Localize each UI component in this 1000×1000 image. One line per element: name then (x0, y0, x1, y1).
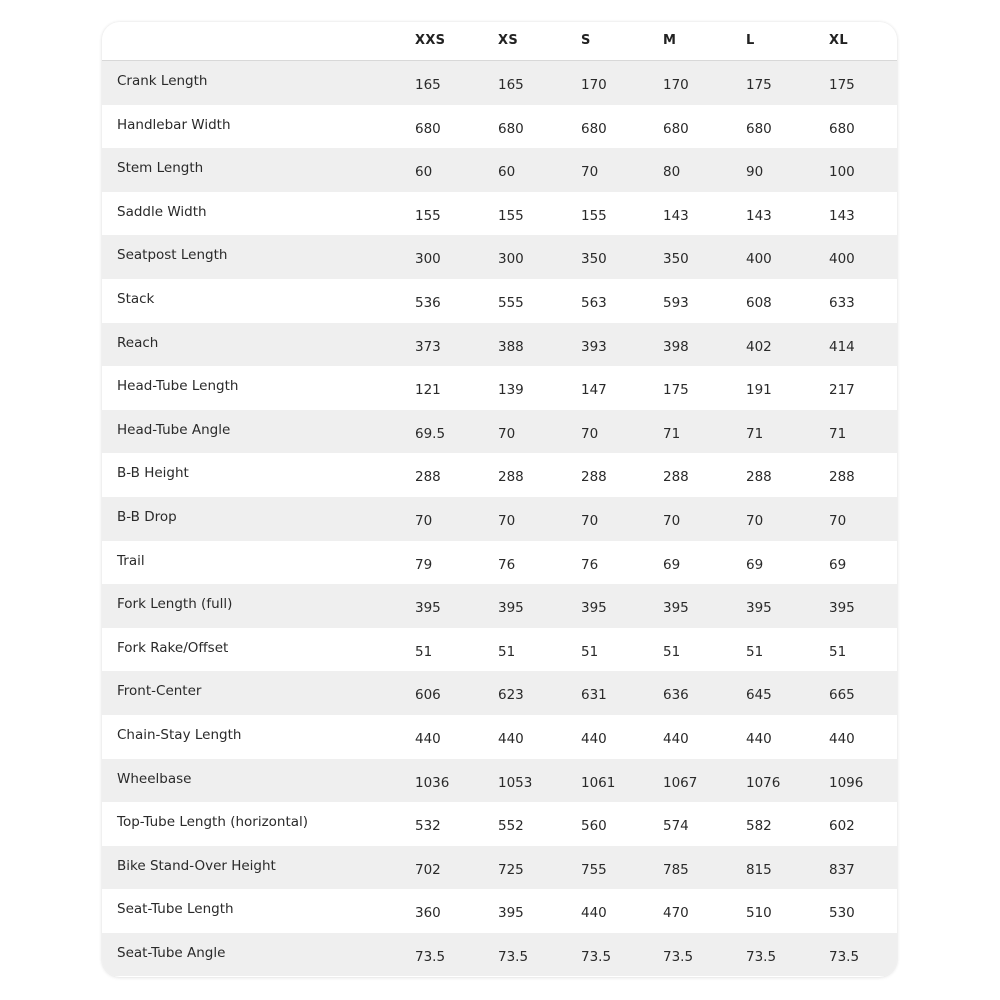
table-cell: 51 (829, 643, 847, 660)
table-cell: 602 (829, 818, 855, 835)
table-cell: 70 (746, 512, 764, 529)
table-cell: 121 (415, 382, 441, 399)
table-cell: 665 (829, 687, 855, 704)
table-cell: 608 (746, 294, 772, 311)
table-cell: 70 (829, 512, 847, 529)
table-row (102, 105, 897, 149)
table-cell: 395 (829, 600, 855, 617)
table-cell: 143 (829, 207, 855, 224)
table-cell: 680 (829, 120, 855, 137)
table-row (102, 453, 897, 497)
table-cell: 680 (581, 120, 607, 137)
table-cell: 395 (498, 905, 524, 922)
table-cell: 155 (581, 207, 607, 224)
table-cell: 51 (415, 643, 433, 660)
table-cell: 440 (498, 730, 524, 747)
table-cell: 755 (581, 861, 607, 878)
table-cell: 69 (663, 556, 681, 573)
geometry-table (102, 22, 897, 977)
table-body (102, 61, 897, 976)
table-cell: 70 (581, 164, 599, 181)
table-row (102, 410, 897, 454)
table-cell: 155 (498, 207, 524, 224)
table-row (102, 323, 897, 367)
table-row (102, 584, 897, 628)
table-cell: 373 (415, 338, 441, 355)
table-row (102, 148, 897, 192)
table-cell: 76 (498, 556, 516, 573)
table-cell: 51 (581, 643, 599, 660)
table-row (102, 846, 897, 890)
row-label: Crank Length (117, 73, 208, 89)
table-row (102, 759, 897, 803)
row-label: Bike Stand-Over Height (117, 857, 276, 874)
table-cell: 631 (581, 687, 607, 704)
table-cell: 725 (498, 861, 524, 878)
table-cell: 191 (746, 382, 772, 399)
table-row (102, 235, 897, 279)
table-cell: 73.5 (663, 948, 694, 965)
table-cell: 69 (746, 556, 764, 573)
row-label: Front-Center (117, 683, 202, 700)
table-row (102, 366, 897, 410)
table-cell: 395 (415, 600, 441, 617)
table-cell: 69 (829, 556, 847, 573)
row-label: Chain-Stay Length (117, 726, 242, 743)
column-header-m: M (663, 33, 677, 48)
row-label: Handlebar Width (117, 116, 231, 133)
table-cell: 400 (746, 251, 772, 268)
table-cell: 440 (663, 730, 689, 747)
table-cell: 71 (746, 425, 764, 442)
table-cell: 388 (498, 338, 524, 355)
table-cell: 702 (415, 861, 441, 878)
table-cell: 440 (581, 905, 607, 922)
table-row (102, 497, 897, 541)
table-cell: 785 (663, 861, 689, 878)
table-cell: 606 (415, 687, 441, 704)
table-cell: 1076 (746, 774, 781, 791)
table-cell: 680 (746, 120, 772, 137)
table-cell: 175 (746, 77, 772, 93)
table-cell: 510 (746, 905, 772, 922)
table-cell: 175 (829, 77, 855, 93)
table-cell: 73.5 (415, 948, 446, 965)
table-cell: 593 (663, 294, 689, 311)
table-cell: 552 (498, 818, 524, 835)
table-cell: 582 (746, 818, 772, 835)
row-label: Saddle Width (117, 203, 207, 220)
table-cell: 51 (746, 643, 764, 660)
table-cell: 414 (829, 338, 855, 355)
table-cell: 560 (581, 818, 607, 835)
row-label: Head-Tube Angle (117, 421, 231, 438)
table-cell: 398 (663, 338, 689, 355)
table-cell: 170 (581, 77, 607, 93)
table-cell: 90 (746, 164, 764, 181)
table-cell: 1061 (581, 774, 616, 791)
table-cell: 680 (415, 120, 441, 137)
column-header-xxs: XXS (415, 33, 446, 48)
row-label: Reach (117, 334, 159, 351)
table-row (102, 671, 897, 715)
table-cell: 73.5 (581, 948, 612, 965)
table-cell: 300 (498, 251, 524, 268)
table-row (102, 61, 897, 105)
row-label: Seat-Tube Angle (117, 944, 226, 961)
table-row (102, 628, 897, 672)
table-cell: 80 (663, 164, 681, 181)
column-header-xl: XL (829, 33, 848, 48)
table-cell: 555 (498, 294, 524, 311)
table-cell: 440 (415, 730, 441, 747)
table-cell: 73.5 (746, 948, 777, 965)
table-row (102, 279, 897, 323)
table-cell: 147 (581, 382, 607, 399)
table-cell: 350 (663, 251, 689, 268)
table-header-row (102, 22, 897, 61)
table-cell: 300 (415, 251, 441, 268)
table-cell: 680 (498, 120, 524, 137)
table-cell: 143 (663, 207, 689, 224)
table-cell: 288 (415, 469, 441, 486)
table-cell: 70 (581, 425, 599, 442)
table-cell: 837 (829, 861, 855, 878)
table-cell: 73.5 (829, 948, 860, 965)
table-cell: 288 (498, 469, 524, 486)
table-cell: 402 (746, 338, 772, 355)
table-cell: 70 (581, 512, 599, 529)
table-cell: 51 (498, 643, 516, 660)
table-cell: 288 (746, 469, 772, 486)
table-cell: 71 (663, 425, 681, 442)
column-header-xs: XS (498, 33, 518, 48)
table-cell: 288 (829, 469, 855, 486)
table-cell: 1036 (415, 774, 450, 791)
table-row (102, 889, 897, 933)
table-cell: 60 (415, 164, 433, 181)
table-cell: 69.5 (415, 425, 446, 442)
table-cell: 536 (415, 294, 441, 311)
table-cell: 360 (415, 905, 441, 922)
column-header-s: S (581, 33, 591, 48)
table-cell: 70 (663, 512, 681, 529)
table-cell: 395 (581, 600, 607, 617)
table-cell: 139 (498, 382, 524, 399)
row-label: Wheelbase (117, 770, 192, 787)
table-cell: 175 (663, 382, 689, 399)
table-row (102, 541, 897, 585)
table-cell: 563 (581, 294, 607, 311)
row-label: Stem Length (117, 160, 204, 177)
table-cell: 1053 (498, 774, 533, 791)
table-cell: 217 (829, 382, 855, 399)
row-label: Seat-Tube Length (117, 901, 234, 918)
table-cell: 51 (663, 643, 681, 660)
row-label: Top-Tube Length (horizontal) (117, 814, 309, 831)
table-cell: 636 (663, 687, 689, 704)
row-label: Seatpost Length (117, 247, 228, 264)
table-cell: 440 (746, 730, 772, 747)
table-cell: 70 (498, 512, 516, 529)
table-cell: 395 (746, 600, 772, 617)
table-cell: 680 (663, 120, 689, 137)
table-cell: 1067 (663, 774, 698, 791)
table-cell: 170 (663, 77, 689, 93)
row-label: Fork Rake/Offset (117, 639, 229, 656)
table-cell: 100 (829, 164, 855, 181)
table-cell: 815 (746, 861, 772, 878)
table-cell: 1096 (829, 774, 864, 791)
table-cell: 645 (746, 687, 772, 704)
row-label: Head-Tube Length (117, 378, 239, 395)
table-cell: 165 (498, 77, 524, 93)
table-row (102, 802, 897, 846)
table-cell: 532 (415, 818, 441, 835)
table-cell: 60 (498, 164, 516, 181)
table-cell: 79 (415, 556, 433, 573)
row-label: Fork Length (full) (117, 596, 233, 613)
table-cell: 70 (498, 425, 516, 442)
table-row (102, 933, 897, 977)
table-cell: 71 (829, 425, 847, 442)
table-cell: 76 (581, 556, 599, 573)
table-cell: 393 (581, 338, 607, 355)
table-cell: 288 (581, 469, 607, 486)
table-cell: 400 (829, 251, 855, 268)
table-cell: 530 (829, 905, 855, 922)
table-cell: 633 (829, 294, 855, 311)
table-cell: 143 (746, 207, 772, 224)
table-cell: 165 (415, 77, 441, 93)
row-label: B-B Drop (117, 508, 177, 525)
table-cell: 395 (663, 600, 689, 617)
table-cell: 73.5 (498, 948, 529, 965)
table-cell: 70 (415, 512, 433, 529)
table-cell: 288 (663, 469, 689, 486)
table-row (102, 192, 897, 236)
row-label: Trail (117, 552, 145, 569)
table-cell: 574 (663, 818, 689, 835)
column-header-l: L (746, 33, 755, 48)
table-row (102, 715, 897, 759)
table-cell: 155 (415, 207, 441, 224)
table-cell: 440 (829, 730, 855, 747)
table-cell: 470 (663, 905, 689, 922)
table-cell: 623 (498, 687, 524, 704)
row-label: Stack (117, 290, 155, 307)
table-cell: 440 (581, 730, 607, 747)
row-label: B-B Height (117, 465, 189, 482)
table-cell: 350 (581, 251, 607, 268)
table-cell: 395 (498, 600, 524, 617)
